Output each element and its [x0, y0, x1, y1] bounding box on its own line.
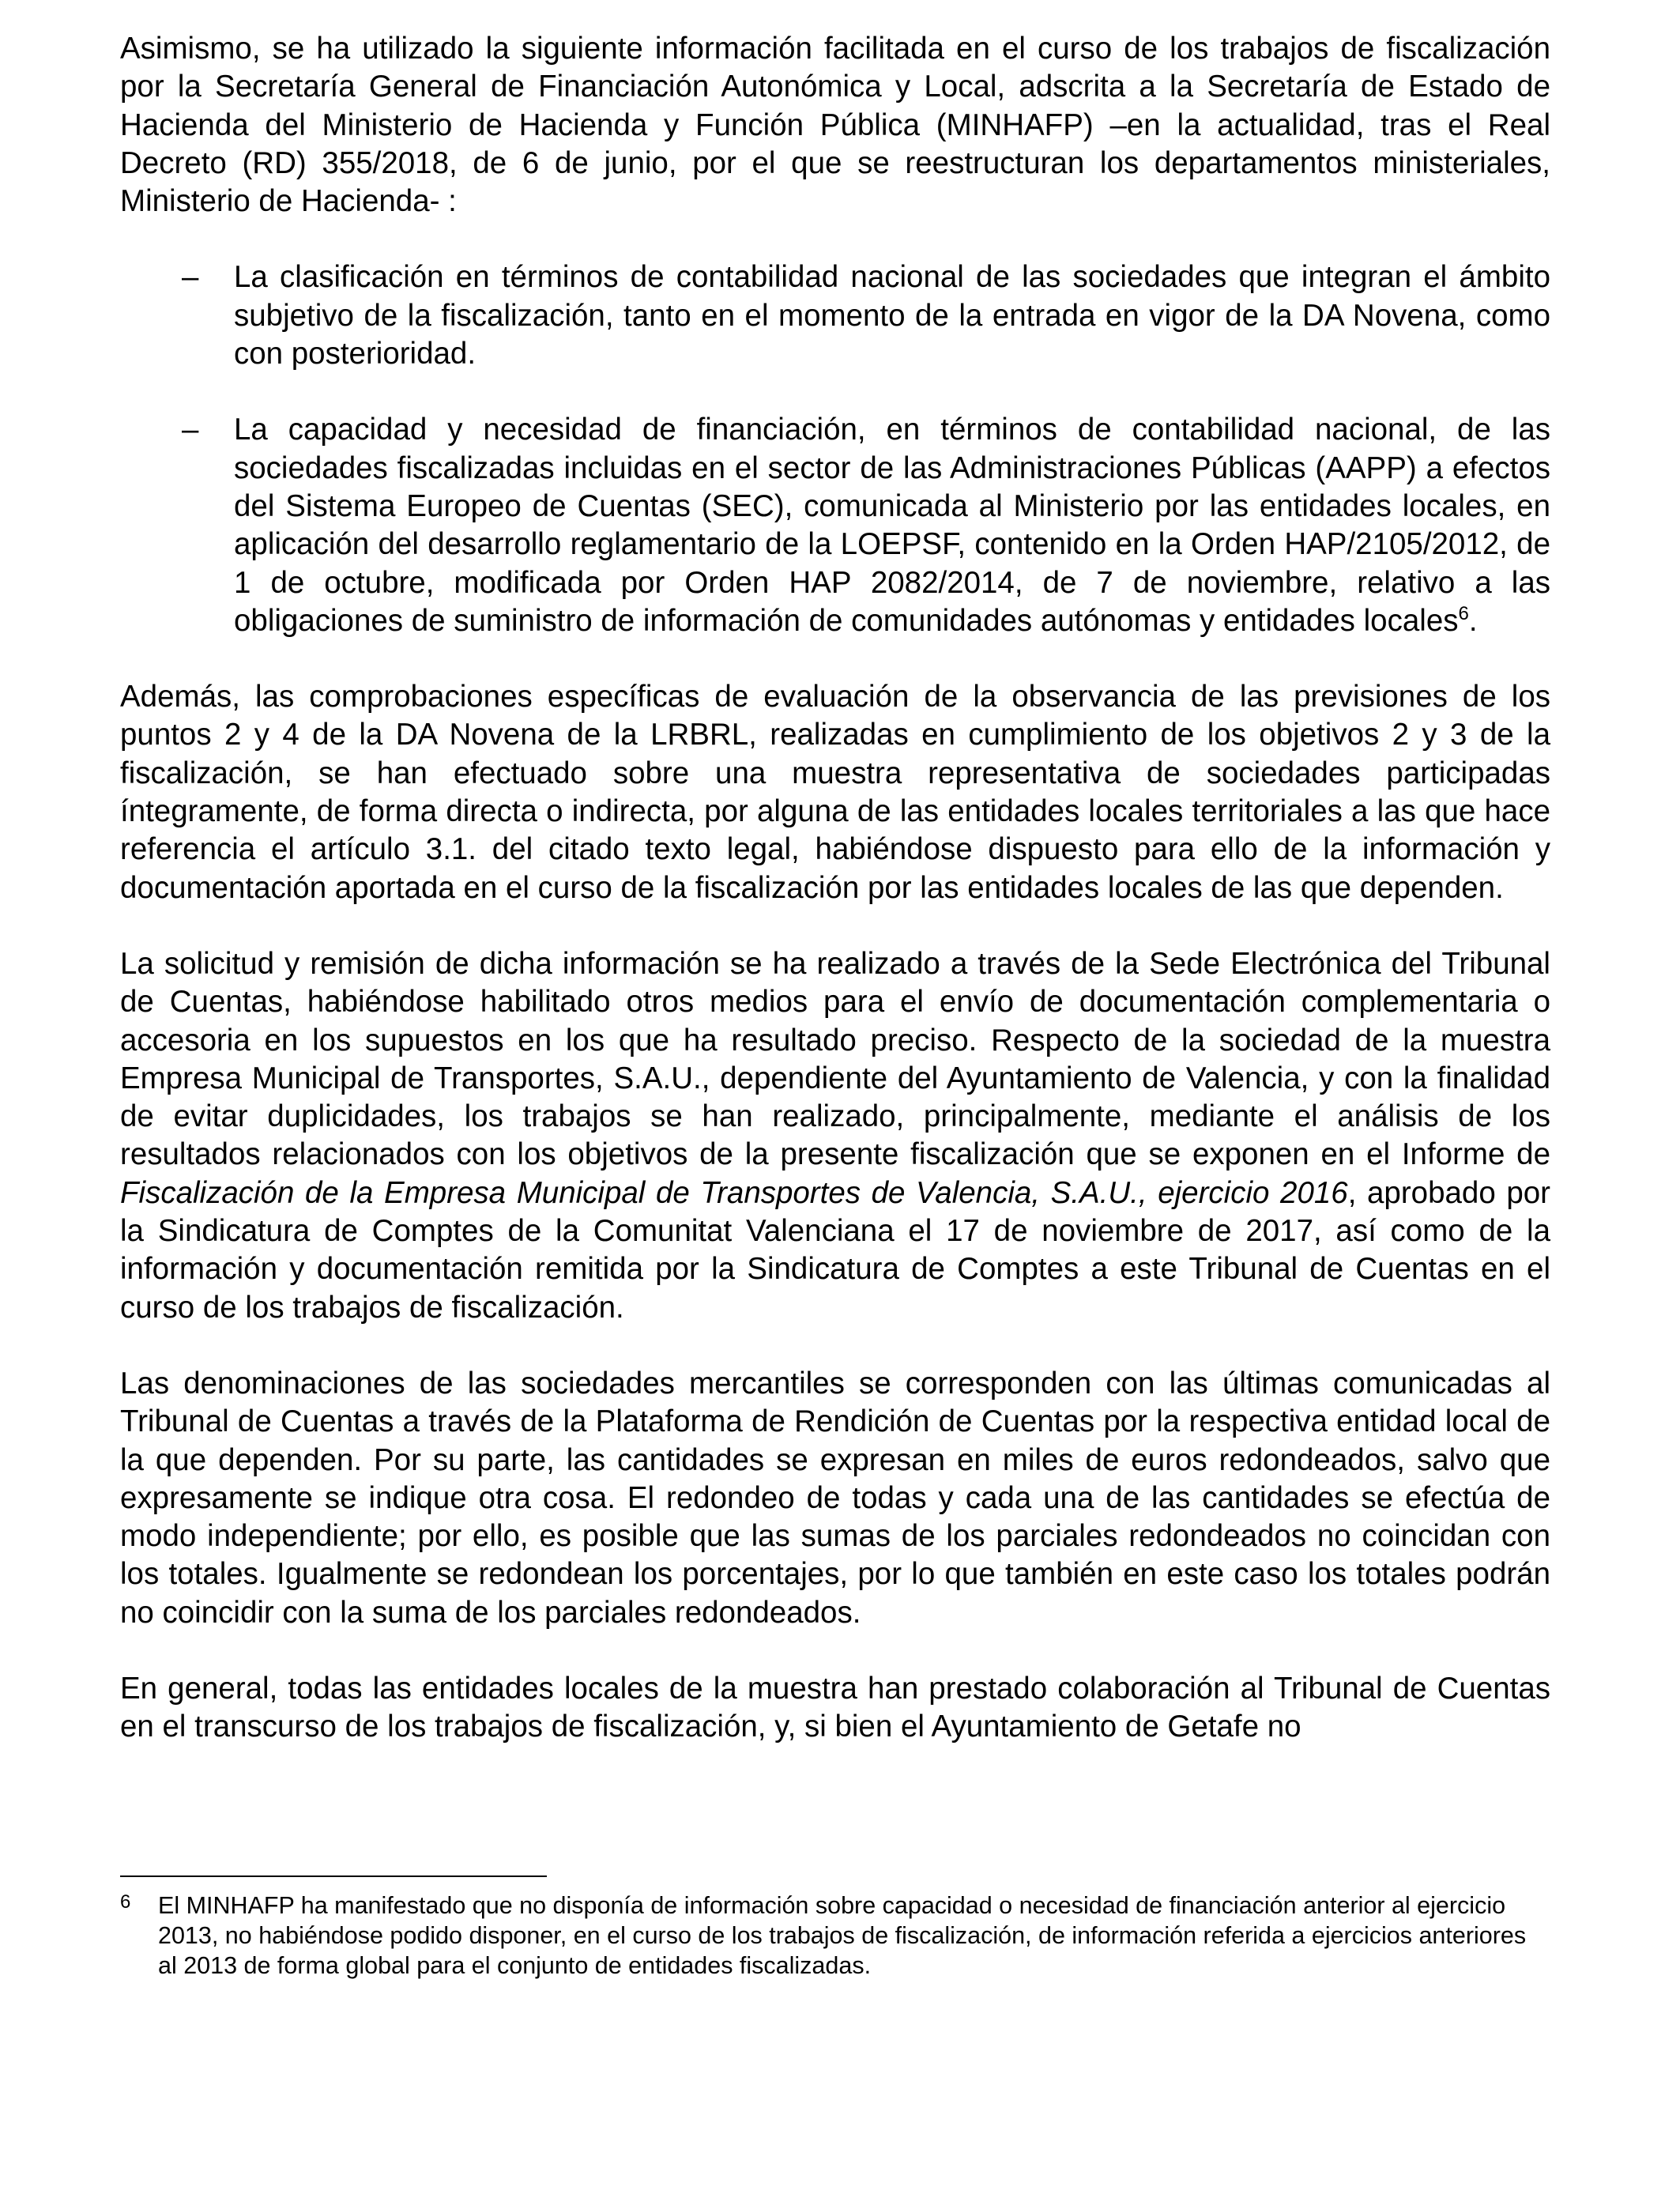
footnote-separator	[120, 1875, 547, 1877]
list-item-tail: .	[1468, 603, 1478, 638]
footnote-number: 6	[120, 1891, 131, 1913]
paragraph-denominations: Las denominaciones de las sociedades mercantiles se corresponden con las últimas comunicadas al Tribunal de Cuentas a través de la Plataforma de Rendición de Cuentas por la respectiva entidad local de la que dependen. Por su parte, las cantidades se expresan en miles de euros redondeados, salvo que expresamente se indique otra cosa. El redondeo de todas y cada una de las cantidades se efectúa de modo independiente; por ello, es posible que las sumas de los parciales redondeados no coincidan con los totales. Igualmente se redondean los porcentajes, por lo que también en este caso los totales podrán no coincidir con la suma de los parciales redondeados.	[120, 1366, 1550, 1630]
paragraph-request-remission	[120, 945, 1550, 1327]
paragraph-collaboration: En general, todas las entidades locales de la muestra han prestado colaboración al Tribunal de Cuentas en el transcurso de los trabajos de fiscalización, y, si bien el Ayuntamiento de Getafe no	[120, 1671, 1550, 1744]
list-item	[120, 411, 1550, 640]
body-text	[120, 30, 1550, 1785]
list-item-text: La capacidad y necesidad de financiación, en términos de contabilidad nacional, de las sociedades fiscalizadas incluidas en el sector de las Administraciones Públicas (AAPP) a efectos del Sistema Europeo de Cuentas (SEC), comunicada al Ministerio por las entidades locales, en aplicación del desarrollo reglamentario de la LOEPSF, contenido en la Orden HAP/2105/2012, de 1 de octubre, modificada por Orden HAP 2082/2014, de 7 de noviembre, relativo a las obligaciones de suministro de información de comunidades autónomas y entidades locales	[234, 413, 1550, 638]
paragraph-sources-intro: Asimismo, se ha utilizado la siguiente información facilitada en el curso de los trabajos de fiscalización por la Secretaría General de Financiación Autonómica y Local, adscrita a la Secretaría de Estado de Hacienda del Ministerio de Hacienda y Función Pública (MINHAFP) –en la actualidad, tras el Real Decreto (RD) 355/2018, de 6 de junio, por el que se reestructuran los departamentos ministeriales, Ministerio de Hacienda- :	[120, 32, 1550, 219]
footnote-text: El MINHAFP ha manifestado que no disponía de información sobre capacidad o necesidad de financiación anterior al ejercicio 2013, no habiéndose podido disponer, en el curso de los trabajos de fiscalización, de información referida a ejercicios anteriores al 2013 de forma global para el conjunto de entidades fiscalizadas.	[158, 1892, 1527, 1979]
footnote-reference[interactable]: 6	[1458, 602, 1469, 624]
paragraph-text-after: , aprobado por la Sindicatura de Comptes de la Comunitat Valenciana el 17 de noviembre de 2017, así como de la información y documentación remitida por la Sindicatura de Comptes a este Tribunal de Cuentas en el curso de los trabajos de fiscalización.	[120, 1175, 1550, 1325]
footnote	[120, 1891, 1550, 1981]
report-title-italic: Fiscalización de la Empresa Municipal de Transportes de Valencia, S.A.U., ejercicio 2016	[120, 1175, 1348, 1210]
dash-bullet: –	[182, 413, 199, 447]
list-item	[120, 258, 1550, 373]
list-item-text: La clasificación en términos de contabilidad nacional de las sociedades que integran el ámbito subjetivo de la fiscalización, tanto en el momento de la entrada en vigor de la DA Novena, como con posterioridad.	[234, 260, 1550, 371]
dash-bullet: –	[182, 260, 199, 295]
paragraph-text-before: La solicitud y remisión de dicha información se ha realizado a través de la Sede Electrónica del Tribunal de Cuentas, habiéndose habilitado otros medios para el envío de documentación complementaria o accesoria en los supuestos en los que ha resultado preciso. Respecto de la sociedad de la muestra Empresa Municipal de Transportes, S.A.U., dependiente del Ayuntamiento de Valencia, y con la finalidad de evitar duplicidades, los trabajos se han realizado, principalmente, mediante el análisis de los resultados relacionados con los objetivos de la presente fiscalización que se exponen en el Informe de	[120, 946, 1550, 1172]
paragraph-checks: Además, las comprobaciones específicas de evaluación de la observancia de las previsiones de los puntos 2 y 4 de la DA Novena de la LRBRL, realizadas en cumplimiento de los objetivos 2 y 3 de la fiscalización, se han efectuado sobre una muestra representativa de sociedades participadas íntegramente, de forma directa o indirecta, por alguna de las entidades locales territoriales a las que hace referencia el artículo 3.1. del citado texto legal, habiéndose dispuesto para ello de la información y documentación aportada en el curso de la fiscalización por las entidades locales de las que dependen.	[120, 680, 1550, 905]
information-list	[120, 258, 1550, 640]
